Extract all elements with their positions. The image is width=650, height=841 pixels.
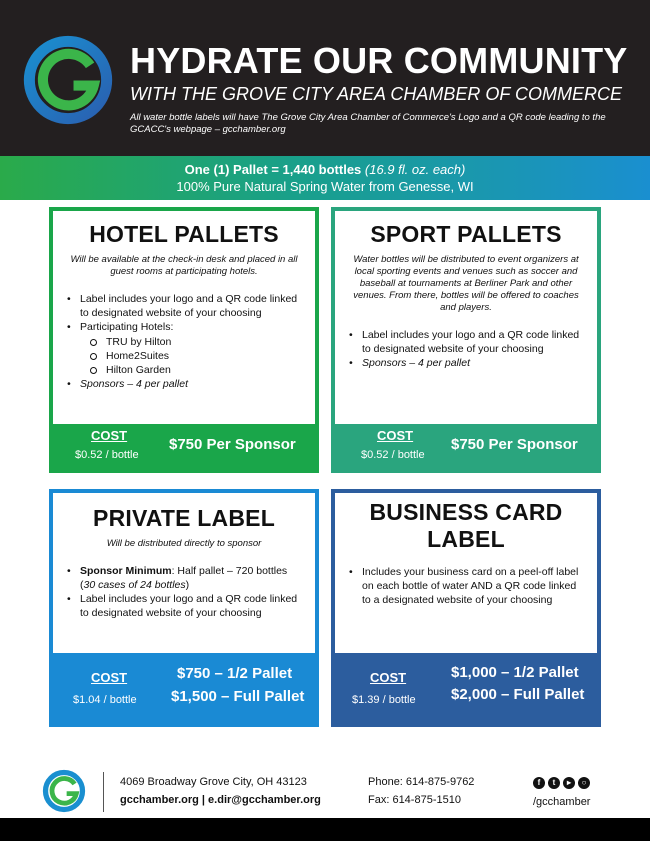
half-pallet-price: $1,000 – 1/2 Pallet — [451, 664, 579, 681]
sponsor-price: $750 Per Sponsor — [169, 436, 296, 453]
hotel-item: Hilton Garden — [80, 363, 301, 377]
card-description: Water bottles will be distributed to event organizers at local sporting events and venues such as soccer and baseball at tournaments at Berliner Park and other venues. From there, bottles will be offered to coaches and players. — [353, 254, 579, 313]
cost-label: COST — [91, 670, 128, 685]
pallet-info-band — [0, 156, 650, 200]
hotel-item: TRU by Hilton — [80, 335, 301, 349]
cost-label: COST — [370, 670, 407, 685]
card-title: PRIVATE LABEL — [93, 505, 275, 531]
sponsor-price: $750 Per Sponsor — [451, 436, 578, 453]
sponsor-minimum-label: Sponsor Minimum — [80, 565, 172, 577]
pallet-size-text: One (1) Pallet = 1,440 bottles — [184, 162, 362, 177]
footer-fax: Fax: 614-875-1510 — [368, 794, 461, 806]
list-item: • Label includes your logo and a QR code linked to designated website of your choosing — [65, 592, 301, 620]
list-item: • Sponsors – 4 per pallet — [347, 356, 583, 370]
card-title: HOTEL PALLETS — [89, 221, 279, 247]
hotel-pallets-card — [49, 207, 319, 473]
gcacc-logo — [22, 34, 114, 126]
footer-web-email[interactable]: gcchamber.org | e.dir@gcchamber.org — [120, 794, 321, 806]
instagram-icon[interactable] — [578, 777, 590, 789]
list-item: • Participating Hotels: TRU by Hilton Home2Suites Hilton Garden — [65, 320, 301, 377]
header-note: All water bottle labels will have The Grove City Area Chamber of Commerce's Logo and a QR code leading to the GCACC's webpage – gcchamber.org — [130, 112, 606, 135]
social-handle: /gcchamber — [533, 796, 591, 808]
card-description: Will be available at the check-in desk and placed in all guest rooms at participating hotels. — [70, 254, 298, 277]
water-source-text: 100% Pure Natural Spring Water from Genesse, WI — [176, 179, 474, 194]
full-pallet-price: $2,000 – Full Pallet — [451, 686, 585, 703]
footer-phone: Phone: 614-875-9762 — [368, 776, 475, 788]
footer-logo — [42, 769, 86, 813]
page-subtitle: WITH THE GROVE CITY AREA CHAMBER OF COMMERCE — [130, 84, 623, 104]
cases-note: 30 cases of 24 bottles — [83, 579, 186, 591]
per-bottle-price: $0.52 / bottle — [361, 449, 425, 461]
half-pallet-price: $750 – 1/2 Pallet — [177, 665, 293, 682]
cost-section — [53, 653, 315, 723]
twitter-icon[interactable] — [548, 777, 560, 789]
hotel-item: Home2Suites — [80, 349, 301, 363]
list-item: • Sponsor Minimum: Half pallet – 720 bottles (30 cases of 24 bottles) — [65, 564, 301, 592]
page-title: HYDRATE OUR COMMUNITY — [130, 40, 628, 81]
facebook-icon[interactable] — [533, 777, 545, 789]
card-title: SPORT PALLETS — [370, 221, 562, 247]
per-bottle-price: $1.04 / bottle — [73, 694, 137, 706]
sport-pallets-card — [331, 207, 601, 473]
footer-divider — [103, 772, 104, 812]
list-item: • Label includes your logo and a QR code linked to designated website of your choosing — [347, 328, 583, 356]
header — [0, 0, 650, 156]
per-bottle-price: $1.39 / bottle — [352, 694, 416, 706]
cost-label: COST — [91, 428, 128, 443]
card-title-line-1: BUSINESS CARD — [369, 499, 563, 525]
list-item: • Label includes your logo and a QR code linked to designated website of your choosing — [65, 292, 301, 320]
cost-label: COST — [377, 428, 414, 443]
list-item: • Includes your business card on a peel-off label on each bottle of water AND a QR code linked to a designated website of your choosing — [347, 565, 583, 607]
cost-section — [53, 424, 315, 469]
card-description: Will be distributed directly to sponsor — [106, 538, 262, 549]
cost-section — [335, 424, 597, 469]
cost-section — [335, 653, 597, 723]
list-item: • Sponsors – 4 per pallet — [65, 377, 301, 391]
bottle-size-text: (16.9 fl. oz. each) — [364, 162, 466, 177]
youtube-icon[interactable] — [563, 777, 575, 789]
full-pallet-price: $1,500 – Full Pallet — [171, 688, 305, 705]
social-icons — [533, 777, 590, 789]
per-bottle-price: $0.52 / bottle — [75, 449, 139, 461]
card-title-line-2: LABEL — [427, 526, 505, 552]
footer-address: 4069 Broadway Grove City, OH 43123 — [120, 776, 307, 788]
business-card-label-card — [331, 489, 601, 727]
private-label-card — [49, 489, 319, 727]
bottom-bar — [0, 818, 650, 841]
